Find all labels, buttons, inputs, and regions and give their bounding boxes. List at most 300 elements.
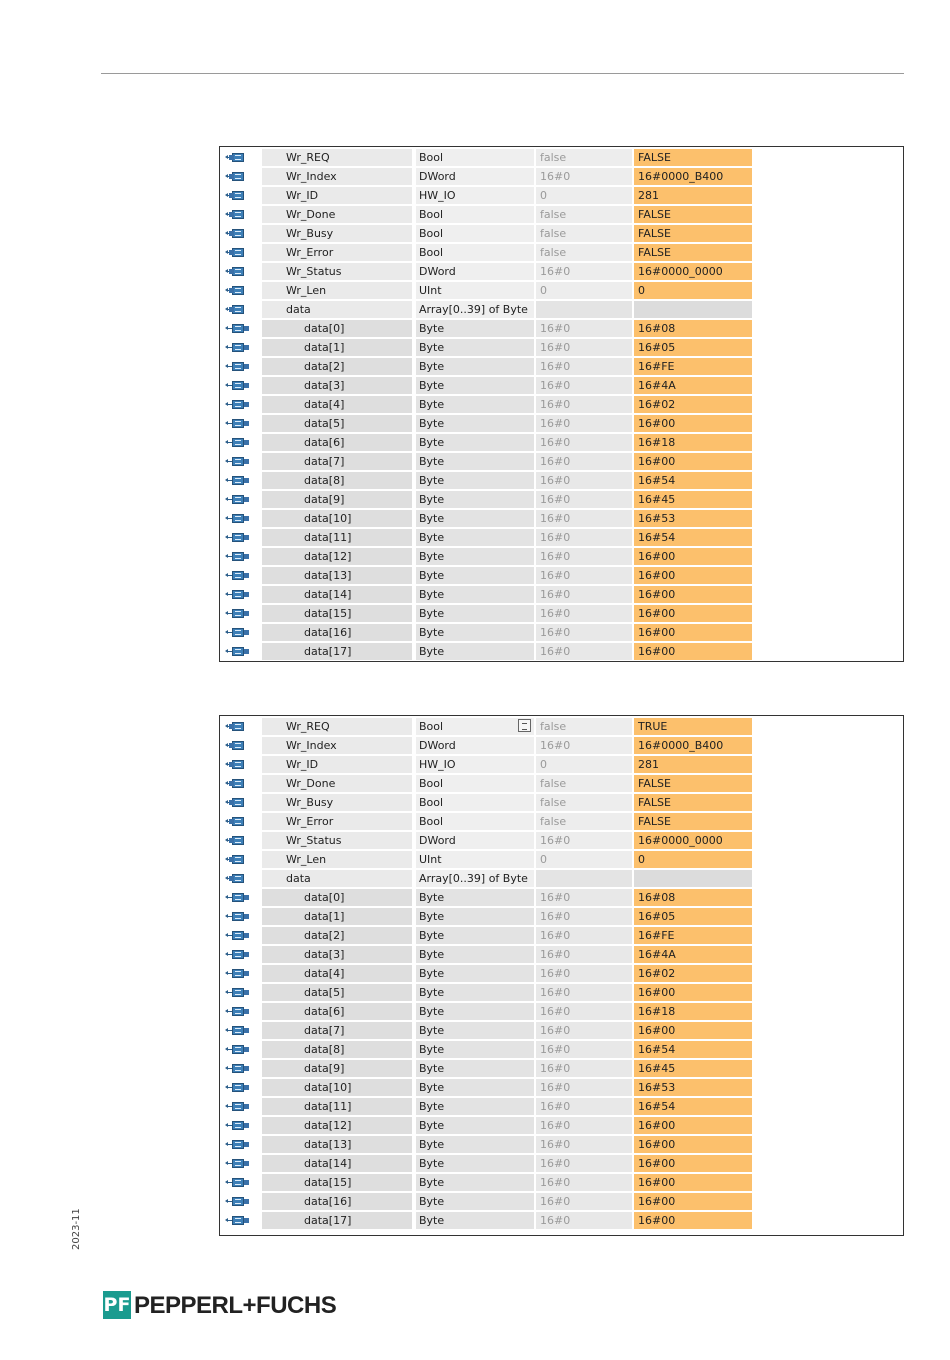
square-bullet-icon <box>229 781 234 786</box>
monitor-value[interactable]: FALSE <box>634 206 752 223</box>
monitor-value[interactable]: 16#0000_B400 <box>634 168 752 185</box>
square-bullet-icon <box>244 1009 249 1014</box>
monitor-value[interactable]: 16#02 <box>634 965 752 982</box>
data-type <box>416 794 534 811</box>
io-tag-icon <box>224 984 246 1001</box>
data-type <box>416 377 534 394</box>
square-bullet-icon <box>229 743 234 748</box>
monitor-value[interactable]: 16#18 <box>634 1003 752 1020</box>
monitor-value[interactable]: 16#00 <box>634 1212 752 1229</box>
table-row[interactable] <box>222 167 754 185</box>
table-row[interactable] <box>222 1173 754 1191</box>
monitor-value[interactable]: 16#00 <box>634 605 752 622</box>
tag-name: data[0] <box>262 320 412 337</box>
io-tag-icon <box>224 1136 246 1153</box>
data-type-label: Byte <box>419 1062 445 1075</box>
start-value: 16#0 <box>536 643 632 660</box>
data-type <box>416 737 534 754</box>
tag-name: Wr_Busy <box>262 225 412 242</box>
data-type-label: Byte <box>419 1119 445 1132</box>
tag-name: data[9] <box>262 491 412 508</box>
square-bullet-icon <box>244 990 249 995</box>
io-tag-icon <box>224 946 246 963</box>
data-type <box>416 927 534 944</box>
square-bullet-icon <box>229 269 234 274</box>
start-value: 16#0 <box>536 320 632 337</box>
start-value: 16#0 <box>536 548 632 565</box>
start-value: 16#0 <box>536 263 632 280</box>
monitor-value[interactable]: FALSE <box>634 244 752 261</box>
table-row[interactable] <box>222 566 754 584</box>
data-type-label: Bool <box>419 777 444 790</box>
start-value: false <box>536 718 632 735</box>
square-bullet-icon <box>244 1047 249 1052</box>
table-row[interactable] <box>222 1021 754 1039</box>
square-bullet-icon <box>244 421 249 426</box>
square-bullet-icon <box>229 212 234 217</box>
data-type <box>416 282 534 299</box>
tag-name: data[14] <box>262 586 412 603</box>
data-type-label: DWord <box>419 265 456 278</box>
start-value: 16#0 <box>536 1022 632 1039</box>
pepperl-fuchs-logo-icon: PF <box>103 1291 131 1319</box>
square-bullet-icon <box>244 573 249 578</box>
data-type-label: Byte <box>419 569 445 582</box>
data-type-label: Bool <box>419 720 444 733</box>
square-bullet-icon <box>244 1104 249 1109</box>
data-type <box>416 206 534 223</box>
tag-name: data[11] <box>262 529 412 546</box>
tag-name: Wr_Error <box>262 244 412 261</box>
tag-name: data[9] <box>262 1060 412 1077</box>
data-type <box>416 624 534 641</box>
data-type-label: Byte <box>419 531 445 544</box>
monitor-value[interactable]: 0 <box>634 851 752 868</box>
table-row[interactable] <box>222 1097 754 1115</box>
data-type <box>416 1041 534 1058</box>
start-value: 0 <box>536 756 632 773</box>
start-value: false <box>536 775 632 792</box>
monitor-value[interactable]: 16#00 <box>634 1136 752 1153</box>
start-value: 16#0 <box>536 1155 632 1172</box>
monitor-value[interactable]: 16#00 <box>634 1022 752 1039</box>
monitor-value[interactable]: 16#00 <box>634 643 752 660</box>
monitor-value[interactable]: 16#08 <box>634 320 752 337</box>
data-type <box>416 510 534 527</box>
data-type <box>416 244 534 261</box>
data-type <box>416 472 534 489</box>
square-bullet-icon <box>229 857 234 862</box>
data-type-label: Array[0..39] of Byte <box>419 872 528 885</box>
start-value: 16#0 <box>536 491 632 508</box>
square-bullet-icon <box>244 895 249 900</box>
monitor-value[interactable]: 281 <box>634 756 752 773</box>
tag-name: data[3] <box>262 946 412 963</box>
tag-name: Wr_Len <box>262 851 412 868</box>
io-tag-icon <box>224 244 246 261</box>
data-type-label: Byte <box>419 512 445 525</box>
data-type-label: Bool <box>419 151 444 164</box>
table-row[interactable] <box>222 319 754 337</box>
table-row[interactable] <box>222 983 754 1001</box>
data-type-label: Byte <box>419 986 445 999</box>
start-value: 16#0 <box>536 168 632 185</box>
io-tag-icon <box>224 1174 246 1191</box>
monitor-value[interactable]: 281 <box>634 187 752 204</box>
monitor-value[interactable]: 16#08 <box>634 889 752 906</box>
table-row[interactable] <box>222 471 754 489</box>
data-type-label: DWord <box>419 170 456 183</box>
table-row[interactable] <box>222 148 754 166</box>
table-row[interactable] <box>222 338 754 356</box>
data-type <box>416 889 534 906</box>
data-type-label: HW_IO <box>419 758 456 771</box>
io-tag-icon <box>224 263 246 280</box>
monitor-value[interactable]: 16#4A <box>634 946 752 963</box>
tag-name: data[17] <box>262 643 412 660</box>
monitor-value[interactable]: 16#00 <box>634 1193 752 1210</box>
monitor-value[interactable]: 16#18 <box>634 434 752 451</box>
table-row[interactable] <box>222 1135 754 1153</box>
square-bullet-icon <box>229 155 234 160</box>
tag-name: data[5] <box>262 415 412 432</box>
data-type <box>416 529 534 546</box>
table-row[interactable] <box>222 945 754 963</box>
square-bullet-icon <box>244 611 249 616</box>
monitor-value[interactable]: 16#4A <box>634 377 752 394</box>
data-type <box>416 1098 534 1115</box>
table-row[interactable] <box>222 812 754 830</box>
table-row[interactable] <box>222 433 754 451</box>
data-type-label: DWord <box>419 739 456 752</box>
tag-name: data[15] <box>262 605 412 622</box>
table-row[interactable] <box>222 490 754 508</box>
monitor-value[interactable]: 16#0000_0000 <box>634 263 752 280</box>
data-type-label: Byte <box>419 626 445 639</box>
monitor-value[interactable]: FALSE <box>634 149 752 166</box>
monitor-value[interactable]: 16#00 <box>634 1117 752 1134</box>
tag-name: data[16] <box>262 1193 412 1210</box>
table-row[interactable] <box>222 717 754 735</box>
data-type <box>416 358 534 375</box>
table-row[interactable] <box>222 907 754 925</box>
tag-name: data[6] <box>262 1003 412 1020</box>
start-value: 16#0 <box>536 965 632 982</box>
data-type-label: Byte <box>419 1043 445 1056</box>
monitor-value[interactable]: 16#53 <box>634 510 752 527</box>
data-type <box>416 643 534 660</box>
start-value: 0 <box>536 851 632 868</box>
tag-name: data[12] <box>262 548 412 565</box>
square-bullet-icon <box>244 516 249 521</box>
table-row[interactable] <box>222 642 754 660</box>
tag-name: Wr_Done <box>262 206 412 223</box>
data-type-label: Byte <box>419 910 445 923</box>
data-type <box>416 1212 534 1229</box>
monitor-value[interactable]: FALSE <box>634 775 752 792</box>
square-bullet-icon <box>229 819 234 824</box>
start-value: 16#0 <box>536 453 632 470</box>
table-row[interactable] <box>222 224 754 242</box>
start-value: false <box>536 206 632 223</box>
table-row[interactable] <box>222 774 754 792</box>
io-tag-icon <box>224 1098 246 1115</box>
io-tag-icon <box>224 358 246 375</box>
io-tag-icon <box>224 548 246 565</box>
table-row[interactable] <box>222 831 754 849</box>
start-value: 16#0 <box>536 984 632 1001</box>
table-row[interactable] <box>222 509 754 527</box>
monitor-value[interactable]: 16#00 <box>634 624 752 641</box>
start-value: 16#0 <box>536 1136 632 1153</box>
tag-name: data[7] <box>262 453 412 470</box>
square-bullet-icon <box>229 724 234 729</box>
data-type-label: Byte <box>419 379 445 392</box>
io-tag-icon <box>224 586 246 603</box>
table-row[interactable] <box>222 262 754 280</box>
monitor-value[interactable]: 16#54 <box>634 472 752 489</box>
io-tag-icon <box>224 491 246 508</box>
io-tag-icon <box>224 529 246 546</box>
data-type <box>416 586 534 603</box>
start-value: 16#0 <box>536 624 632 641</box>
data-type <box>416 1060 534 1077</box>
monitor-value[interactable]: 16#45 <box>634 491 752 508</box>
data-type-label: Byte <box>419 341 445 354</box>
tag-name: data[8] <box>262 1041 412 1058</box>
table-row[interactable] <box>222 528 754 546</box>
monitor-value[interactable]: 16#45 <box>634 1060 752 1077</box>
start-value: 16#0 <box>536 927 632 944</box>
data-type-label: Bool <box>419 208 444 221</box>
io-tag-icon <box>224 168 246 185</box>
start-value: 16#0 <box>536 586 632 603</box>
data-type-label: Array[0..39] of Byte <box>419 303 528 316</box>
table-row[interactable] <box>222 395 754 413</box>
monitor-value[interactable]: 16#54 <box>634 529 752 546</box>
dropdown-list-icon[interactable] <box>518 719 531 732</box>
table-row[interactable] <box>222 623 754 641</box>
monitor-value[interactable]: 16#00 <box>634 1155 752 1172</box>
data-type-label: Byte <box>419 967 445 980</box>
square-bullet-icon <box>229 250 234 255</box>
square-bullet-icon <box>229 876 234 881</box>
data-type <box>416 434 534 451</box>
tag-name: data <box>262 301 412 318</box>
start-value <box>536 870 632 887</box>
square-bullet-icon <box>229 231 234 236</box>
data-type <box>416 984 534 1001</box>
monitor-value[interactable]: 16#00 <box>634 453 752 470</box>
start-value: 16#0 <box>536 434 632 451</box>
start-value: 16#0 <box>536 339 632 356</box>
table-row[interactable] <box>222 888 754 906</box>
io-tag-icon <box>224 870 246 887</box>
io-tag-icon <box>224 1193 246 1210</box>
start-value: false <box>536 149 632 166</box>
data-type-label: Byte <box>419 607 445 620</box>
start-value: 16#0 <box>536 529 632 546</box>
io-tag-icon <box>224 832 246 849</box>
monitor-value[interactable]: TRUE <box>634 718 752 735</box>
tag-name: data[16] <box>262 624 412 641</box>
data-type <box>416 225 534 242</box>
table-row[interactable] <box>222 793 754 811</box>
monitor-value[interactable]: 16#54 <box>634 1098 752 1115</box>
square-bullet-icon <box>244 914 249 919</box>
data-type <box>416 756 534 773</box>
data-type <box>416 453 534 470</box>
io-tag-icon <box>224 320 246 337</box>
table-row[interactable] <box>222 243 754 261</box>
monitor-value[interactable] <box>634 301 752 318</box>
table-row[interactable] <box>222 1192 754 1210</box>
monitor-value[interactable] <box>634 870 752 887</box>
io-tag-icon <box>224 813 246 830</box>
monitor-value[interactable]: 16#0000_0000 <box>634 832 752 849</box>
square-bullet-icon <box>244 952 249 957</box>
square-bullet-icon <box>244 1199 249 1204</box>
io-tag-icon <box>224 187 246 204</box>
monitor-value[interactable]: 16#00 <box>634 567 752 584</box>
start-value: false <box>536 225 632 242</box>
data-type <box>416 605 534 622</box>
table-row[interactable] <box>222 604 754 622</box>
table-row[interactable] <box>222 1059 754 1077</box>
data-type-label: Byte <box>419 436 445 449</box>
table-row[interactable] <box>222 281 754 299</box>
data-type-label: Bool <box>419 246 444 259</box>
monitor-value[interactable]: 16#54 <box>634 1041 752 1058</box>
io-tag-icon <box>224 453 246 470</box>
monitor-value[interactable]: 16#05 <box>634 908 752 925</box>
start-value: 16#0 <box>536 1079 632 1096</box>
monitor-value[interactable]: 16#53 <box>634 1079 752 1096</box>
data-type-label: Bool <box>419 796 444 809</box>
monitor-value[interactable]: 16#00 <box>634 1174 752 1191</box>
table-row[interactable] <box>222 926 754 944</box>
table-row[interactable] <box>222 452 754 470</box>
tag-name: data[1] <box>262 908 412 925</box>
monitor-value[interactable]: 16#02 <box>634 396 752 413</box>
monitor-value[interactable]: 16#00 <box>634 984 752 1001</box>
start-value: 16#0 <box>536 1174 632 1191</box>
monitor-value[interactable]: 16#00 <box>634 548 752 565</box>
tag-name: data[10] <box>262 1079 412 1096</box>
monitor-value[interactable]: 16#05 <box>634 339 752 356</box>
square-bullet-icon <box>244 440 249 445</box>
table-row[interactable] <box>222 1154 754 1172</box>
table-row[interactable] <box>222 585 754 603</box>
start-value: 16#0 <box>536 396 632 413</box>
data-type <box>416 1117 534 1134</box>
data-type-label: UInt <box>419 853 442 866</box>
monitor-value[interactable]: FALSE <box>634 225 752 242</box>
table-row[interactable] <box>222 755 754 773</box>
square-bullet-icon <box>229 288 234 293</box>
io-tag-icon <box>224 1022 246 1039</box>
table-row[interactable] <box>222 186 754 204</box>
monitor-value[interactable]: 16#00 <box>634 415 752 432</box>
data-type-label: Byte <box>419 1157 445 1170</box>
monitor-value[interactable]: FALSE <box>634 813 752 830</box>
monitor-value[interactable]: 0 <box>634 282 752 299</box>
table-row[interactable] <box>222 414 754 432</box>
table-row[interactable] <box>222 205 754 223</box>
start-value: 0 <box>536 187 632 204</box>
square-bullet-icon <box>229 838 234 843</box>
tag-name: Wr_ID <box>262 756 412 773</box>
tag-name: data[0] <box>262 889 412 906</box>
io-tag-icon <box>224 339 246 356</box>
tag-name: Wr_Error <box>262 813 412 830</box>
table-row[interactable] <box>222 964 754 982</box>
square-bullet-icon <box>244 497 249 502</box>
square-bullet-icon <box>244 592 249 597</box>
table-row[interactable] <box>222 869 754 887</box>
data-type-label: Byte <box>419 891 445 904</box>
tag-name: data[1] <box>262 339 412 356</box>
io-tag-icon <box>224 567 246 584</box>
square-bullet-icon <box>244 1066 249 1071</box>
start-value: 16#0 <box>536 358 632 375</box>
table-row[interactable] <box>222 850 754 868</box>
monitor-value[interactable]: 16#FE <box>634 927 752 944</box>
data-type <box>416 149 534 166</box>
square-bullet-icon <box>244 971 249 976</box>
data-type-label: Byte <box>419 360 445 373</box>
monitor-value[interactable]: FALSE <box>634 794 752 811</box>
table-row[interactable] <box>222 1040 754 1058</box>
start-value: 16#0 <box>536 567 632 584</box>
tag-name: data[5] <box>262 984 412 1001</box>
monitor-value[interactable]: 16#FE <box>634 358 752 375</box>
table-row[interactable] <box>222 376 754 394</box>
io-tag-icon <box>224 718 246 735</box>
monitor-value[interactable]: 16#0000_B400 <box>634 737 752 754</box>
io-tag-icon <box>224 206 246 223</box>
tag-name: Wr_REQ <box>262 149 412 166</box>
data-type <box>416 1003 534 1020</box>
table-row[interactable] <box>222 736 754 754</box>
data-type-label: Byte <box>419 455 445 468</box>
start-value: 16#0 <box>536 510 632 527</box>
table-row[interactable] <box>222 300 754 318</box>
data-type-label: Byte <box>419 417 445 430</box>
square-bullet-icon <box>244 1180 249 1185</box>
square-bullet-icon <box>244 649 249 654</box>
io-tag-icon <box>224 282 246 299</box>
table-row[interactable] <box>222 547 754 565</box>
data-type <box>416 301 534 318</box>
table-row[interactable] <box>222 357 754 375</box>
table-row[interactable] <box>222 1078 754 1096</box>
monitor-table-1 <box>219 146 904 662</box>
tag-name: data[13] <box>262 567 412 584</box>
data-type <box>416 396 534 413</box>
data-type <box>416 415 534 432</box>
table-row[interactable] <box>222 1002 754 1020</box>
table-row[interactable] <box>222 1116 754 1134</box>
data-type <box>416 567 534 584</box>
monitor-value[interactable]: 16#00 <box>634 586 752 603</box>
data-type <box>416 168 534 185</box>
data-type <box>416 1174 534 1191</box>
table-row[interactable] <box>222 1211 754 1229</box>
data-type-label: Bool <box>419 815 444 828</box>
io-tag-icon <box>224 889 246 906</box>
square-bullet-icon <box>244 554 249 559</box>
